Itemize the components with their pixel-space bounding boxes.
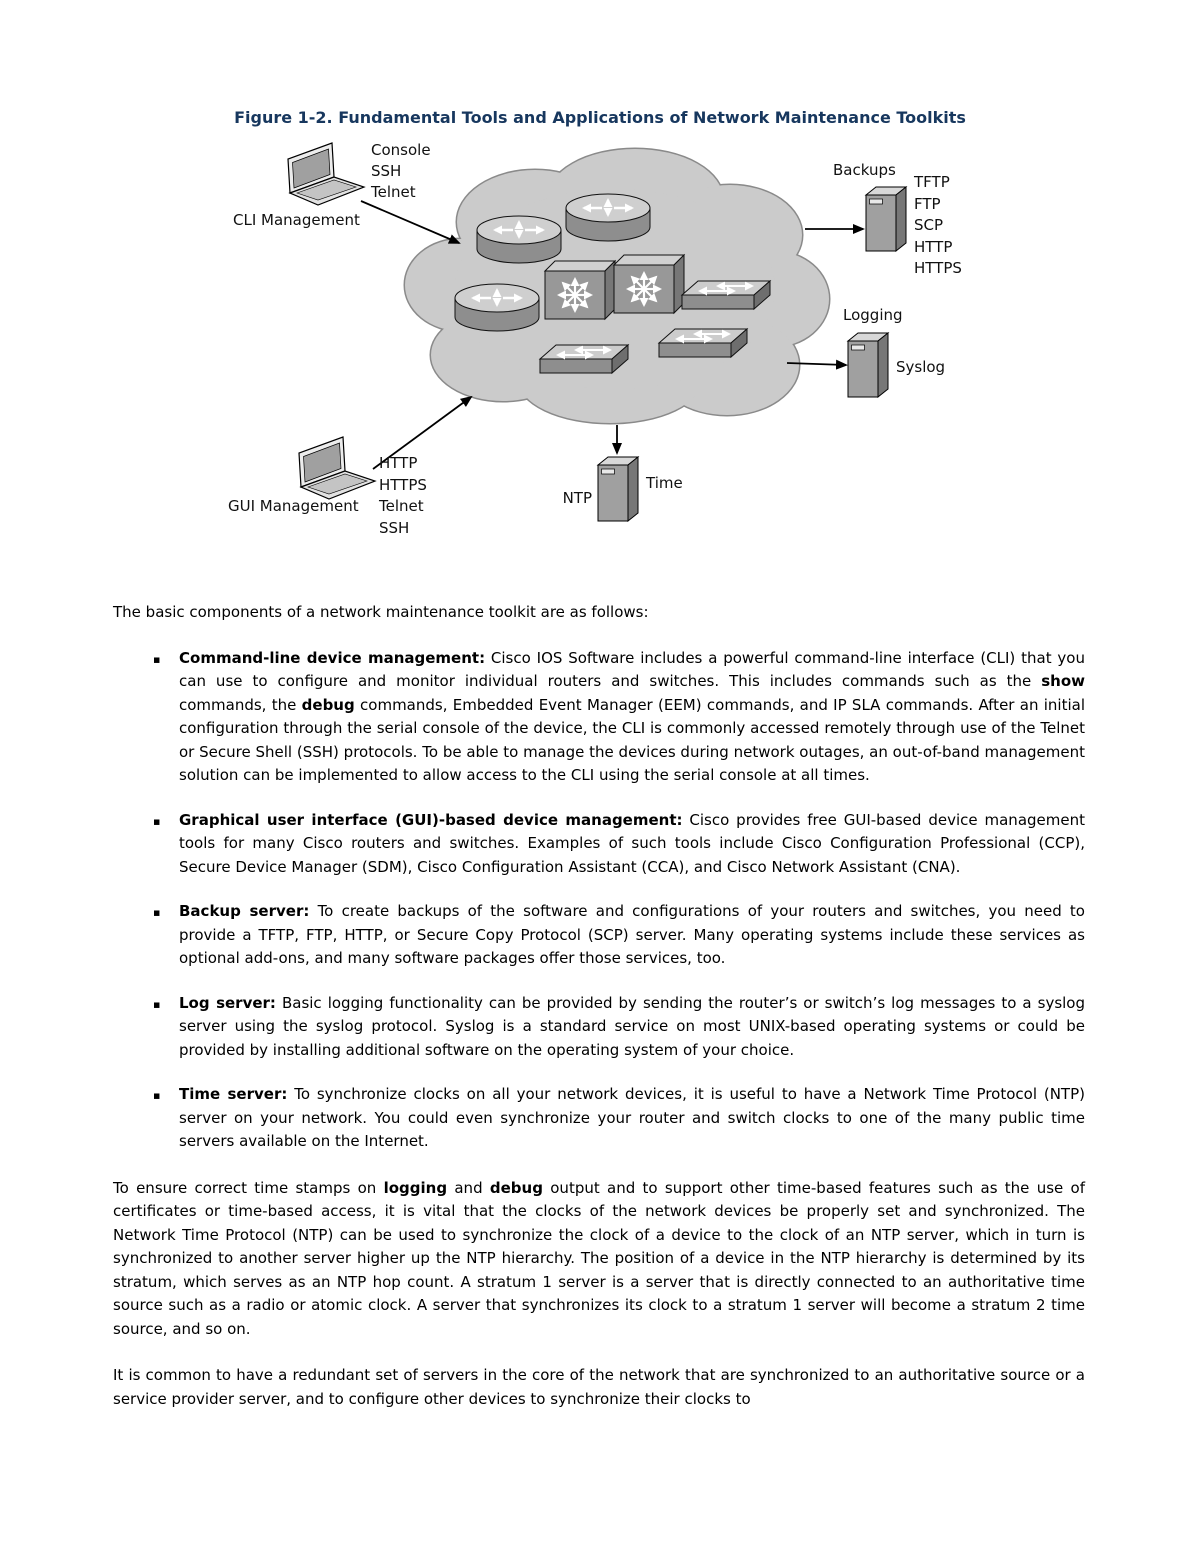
workgroup-switch-icon	[682, 281, 770, 309]
router-icon	[477, 216, 561, 263]
connection-arrow	[361, 201, 459, 243]
body-paragraph: To ensure correct time stamps on logging and debug output and to support other time-based features such as the use of certificates or time-based access, it is vital that the clocks of the network devices be properly set and synchronized. The Network Time Protocol (NTP) can be used to synchronize the clock of a device to the clock of an NTP server, which in turn is synchronized to another server higher up the NTP hierarchy. The position of a device in the NTP hierarchy is determined by its stratum, which serves as an NTP hop count. A stratum 1 server is a server that is directly connected to an authoritative time source such as a radio or atomic clock. A server that synchronizes its clock to a stratum 1 server will become a stratum 2 time source, and so on.	[113, 1178, 1086, 1338]
lan-switch-icon	[545, 261, 615, 319]
intro-paragraph: The basic components of a network maintenance toolkit are as follows:	[113, 603, 649, 621]
cli-laptop-icon	[288, 143, 364, 205]
workgroup-switch-icon	[659, 329, 747, 357]
network-diagram	[115, 137, 1200, 571]
workgroup-switch-icon	[540, 345, 628, 373]
router-icon	[566, 194, 650, 241]
gui-protocol-label: HTTPS	[379, 476, 427, 494]
list-item-text: Log server: Basic logging functionality can be provided by sending the router’s or switch’s log messages to a syslog server using the syslog protocol. Syslog is a standard service on most UNIX-based operating systems or could be provided by installing additional software on the operating system of your choice.	[179, 993, 1086, 1059]
list-item	[113, 900, 1085, 971]
cli-protocol-label: Console	[371, 141, 431, 159]
list-item	[113, 647, 1085, 788]
logging-label: Logging	[843, 306, 903, 324]
bullet-marker: ▪	[153, 814, 161, 828]
figure-title: Figure 1-2. Fundamental Tools and Applications of Network Maintenance Toolkits	[234, 108, 966, 127]
list-item	[113, 1083, 1085, 1154]
body-paragraph: It is common to have a redundant set of servers in the core of the network that are synchronized to an authoritative source or a service provider server, and to configure other devices to synchronize their clocks to	[113, 1366, 1085, 1408]
network-diagram-svg	[115, 137, 1085, 567]
backup-protocol-label: SCP	[914, 216, 944, 234]
bullet-marker: ▪	[153, 652, 161, 666]
cli-management-label: CLI Management	[233, 211, 360, 229]
gui-protocol-label: SSH	[379, 519, 410, 537]
list-item-text: Time server: To synchronize clocks on all your network devices, it is useful to have a Network Time Protocol (NTP) server on your network. You could even synchronize your router and switch clocks to one of the many public time servers available on the Internet.	[179, 1085, 1085, 1150]
gui-protocol-label: HTTP	[379, 454, 418, 472]
list-item-text: Command-line device management: Cisco IOS Software includes a powerful command-line interface (CLI) that you can use to configure and monitor individual routers and switches. This includes commands such as the show commands, the debug commands, Embedded Event Manager (EEM) commands, and IP SLA commands. After an initial configuration through the serial console of the device, the CLI is commonly accessed remotely through use of the Telnet or Secure Shell (SSH) protocols. To be able to manage the devices during network outages, an out-of-band management solution can be implemented to allow access to the CLI using the serial console at all times.	[179, 648, 1085, 784]
backup-server-icon	[866, 187, 906, 251]
toolkit-list	[113, 647, 1085, 1154]
backup-protocol-label: HTTP	[914, 238, 953, 256]
bullet-marker: ▪	[153, 1089, 161, 1102]
time-label: Time	[646, 474, 683, 492]
syslog-label: Syslog	[896, 358, 946, 376]
bullet-marker: ▪	[153, 906, 161, 919]
lan-switch-icon	[614, 255, 684, 313]
list-item-text: Backup server: To create backups of the software and configurations of your routers and switches, you need to provide a TFTP, FTP, HTTP, or Secure Copy Protocol (SCP) server. Many operating systems include these services as optional add-ons, and many software packages offer those services, too.	[179, 902, 1085, 967]
gui-protocol-label: Telnet	[379, 497, 424, 515]
body-text	[113, 601, 1085, 1411]
backup-protocol-label: TFTP	[914, 173, 950, 191]
ntp-server-icon	[598, 457, 638, 521]
router-icon	[455, 284, 539, 331]
cli-protocol-label: Telnet	[371, 183, 416, 201]
backup-protocol-label: FTP	[914, 195, 941, 213]
gui-management-label: GUI Management	[228, 497, 359, 515]
ntp-label: NTP	[562, 489, 592, 507]
list-item	[113, 992, 1085, 1063]
gui-laptop-icon	[299, 437, 375, 499]
list-item	[113, 809, 1085, 880]
bullet-marker: ▪	[153, 997, 161, 1011]
list-item-text: Graphical user interface (GUI)-based device management: Cisco provides free GUI-based device management tools for many Cisco routers and switches. Examples of such tools include Cisco Configuration Professional (CCP), Secure Device Manager (SDM), Cisco Configuration Assistant (CCA), and Cisco Network Assistant (CNA).	[179, 810, 1085, 876]
syslog-server-icon	[848, 333, 888, 397]
cli-protocol-label: SSH	[371, 162, 402, 180]
backups-label: Backups	[833, 161, 896, 179]
backup-protocol-label: HTTPS	[914, 259, 962, 277]
